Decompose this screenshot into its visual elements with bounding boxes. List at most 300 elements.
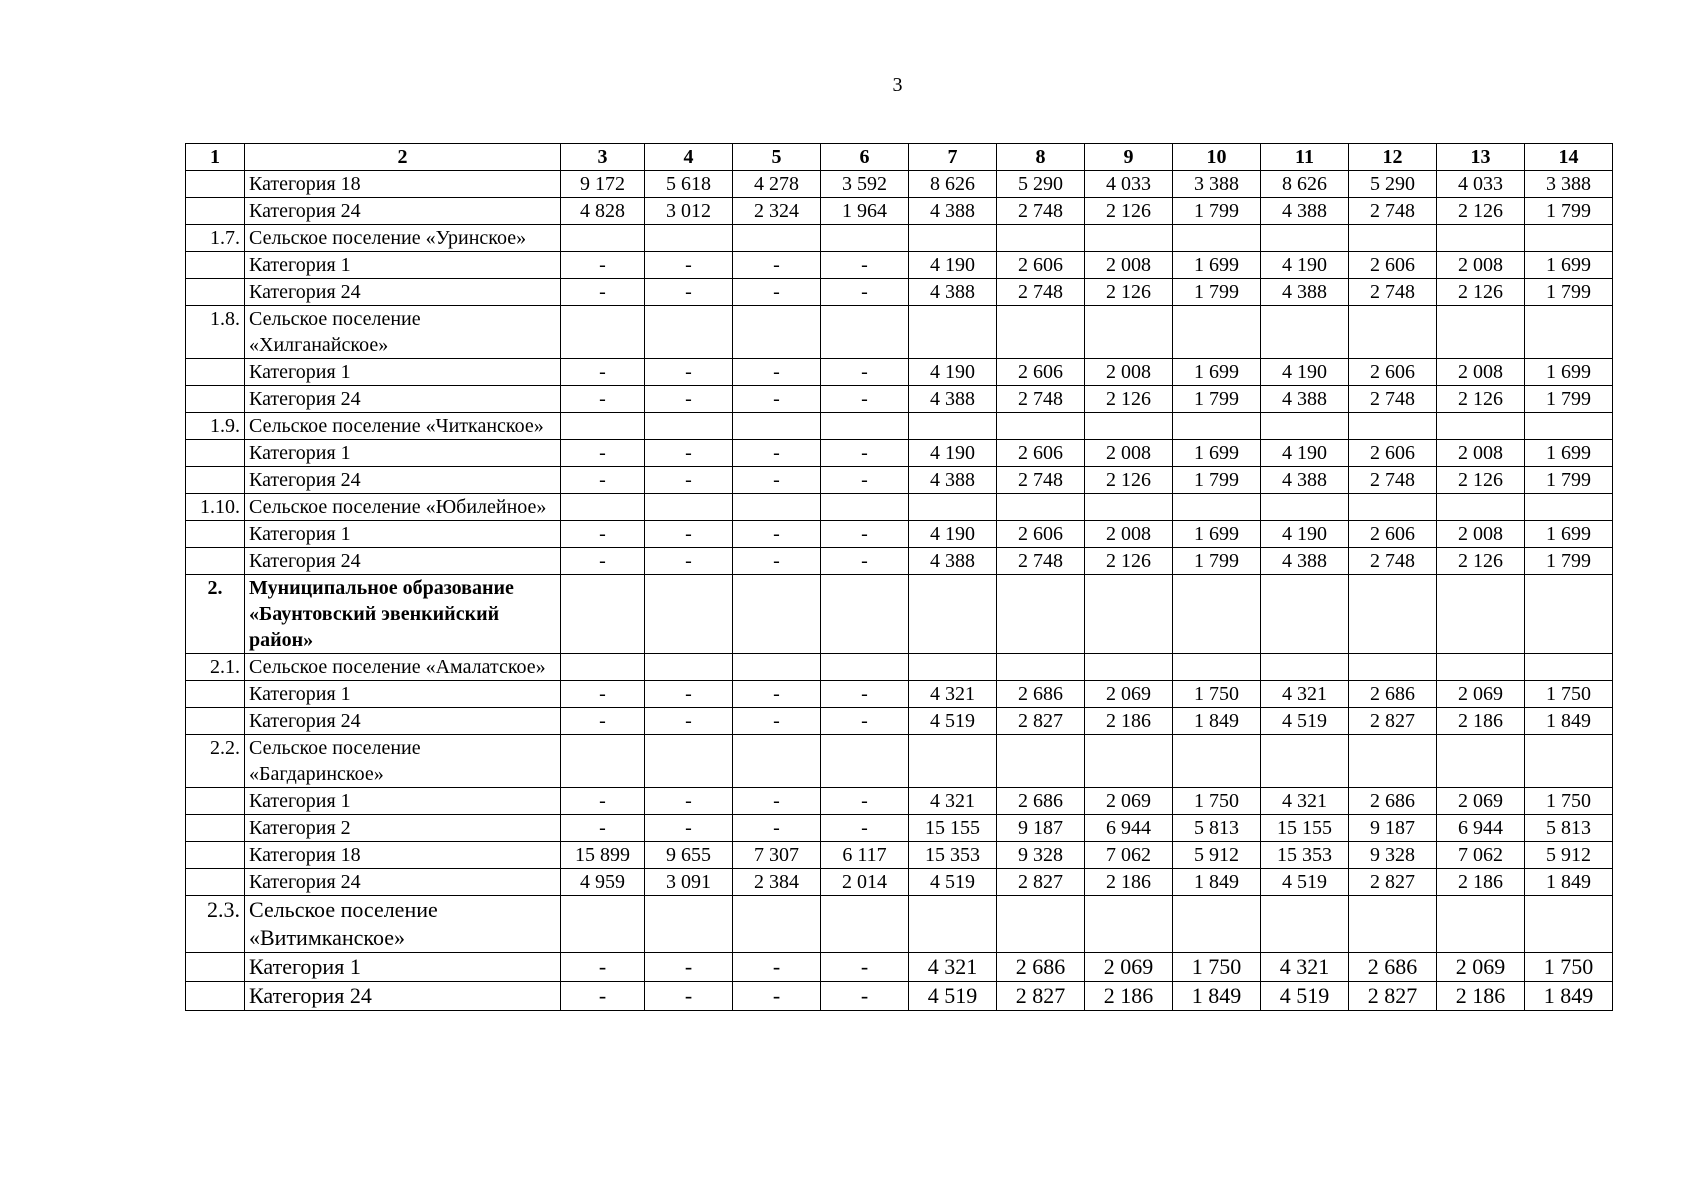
table-cell: 4 321 — [1261, 681, 1349, 708]
table-cell — [561, 494, 645, 521]
column-header: 1 — [186, 144, 245, 171]
table-cell: 4 190 — [909, 521, 997, 548]
table-cell — [561, 225, 645, 252]
table-cell: - — [561, 359, 645, 386]
table-cell — [1173, 896, 1261, 953]
table-row — [186, 171, 1613, 198]
table-cell — [1437, 896, 1525, 953]
table-cell — [645, 494, 733, 521]
table-cell: - — [821, 982, 909, 1011]
row-number — [186, 521, 245, 548]
table-cell — [821, 896, 909, 953]
column-header: 8 — [997, 144, 1085, 171]
table-cell: 4 519 — [1261, 982, 1349, 1011]
table-cell: - — [561, 708, 645, 735]
table-cell — [561, 413, 645, 440]
table-cell: 1 799 — [1173, 467, 1261, 494]
table-cell: - — [821, 279, 909, 306]
table-cell: 4 190 — [1261, 359, 1349, 386]
table-cell: 1 699 — [1525, 359, 1613, 386]
table-cell: 4 388 — [909, 467, 997, 494]
table-cell: 1 699 — [1173, 440, 1261, 467]
table-row — [186, 225, 1613, 252]
table-cell — [1525, 575, 1613, 654]
row-name: Сельское поселение «Юбилейное» — [245, 494, 561, 521]
table-cell: 2 126 — [1085, 279, 1173, 306]
table-cell — [821, 225, 909, 252]
table-cell: 2 748 — [997, 548, 1085, 575]
table-cell: 2 748 — [1349, 386, 1437, 413]
table-cell: 4 321 — [1261, 788, 1349, 815]
table-cell: 2 606 — [1349, 440, 1437, 467]
table-cell: 2 126 — [1437, 548, 1525, 575]
table-cell — [997, 494, 1085, 521]
table-cell: 4 388 — [1261, 386, 1349, 413]
row-name: Сельское поселение «Багдаринское» — [245, 735, 561, 788]
table-cell: - — [821, 708, 909, 735]
table-cell — [1525, 225, 1613, 252]
table-cell — [1437, 494, 1525, 521]
table-cell: 2 069 — [1437, 953, 1525, 982]
table-cell: - — [645, 252, 733, 279]
row-name: Категория 1 — [245, 953, 561, 982]
table-cell — [1349, 225, 1437, 252]
table-cell: - — [733, 440, 821, 467]
table-cell: 2 827 — [997, 708, 1085, 735]
table-row — [186, 467, 1613, 494]
table-row — [186, 842, 1613, 869]
table-cell: 2 008 — [1437, 252, 1525, 279]
table-cell — [909, 575, 997, 654]
table-row — [186, 198, 1613, 225]
table-cell: 2 748 — [997, 467, 1085, 494]
table-cell: 4 959 — [561, 869, 645, 896]
table-cell — [733, 306, 821, 359]
table-cell: - — [733, 708, 821, 735]
table-cell: 5 912 — [1525, 842, 1613, 869]
table-cell — [1437, 575, 1525, 654]
table-cell — [1085, 306, 1173, 359]
table-cell — [997, 735, 1085, 788]
table-body — [186, 171, 1613, 1011]
table-cell — [1173, 735, 1261, 788]
table-cell: - — [561, 521, 645, 548]
table-cell: 2 069 — [1437, 681, 1525, 708]
table-cell — [1085, 494, 1173, 521]
table-cell: 2 014 — [821, 869, 909, 896]
table-cell: - — [645, 708, 733, 735]
table-cell: 1 849 — [1525, 869, 1613, 896]
table-cell: 2 748 — [1349, 198, 1437, 225]
table-cell — [645, 896, 733, 953]
table-cell: - — [561, 953, 645, 982]
table-cell — [1261, 413, 1349, 440]
table-cell: 2 827 — [1349, 869, 1437, 896]
table-cell: 4 190 — [909, 252, 997, 279]
table-cell: 1 849 — [1173, 708, 1261, 735]
table-cell — [909, 494, 997, 521]
table-cell — [733, 225, 821, 252]
table-cell: - — [821, 681, 909, 708]
table-cell: 8 626 — [1261, 171, 1349, 198]
column-header: 12 — [1349, 144, 1437, 171]
table-cell — [1349, 896, 1437, 953]
table-cell — [645, 225, 733, 252]
table-cell: 1 849 — [1173, 982, 1261, 1011]
table-row — [186, 252, 1613, 279]
table-cell: - — [733, 359, 821, 386]
row-number: 2.3. — [186, 896, 245, 953]
table-cell: 3 091 — [645, 869, 733, 896]
row-number — [186, 982, 245, 1011]
row-name: Категория 24 — [245, 198, 561, 225]
row-name: Категория 1 — [245, 788, 561, 815]
row-name: Категория 24 — [245, 279, 561, 306]
table-cell: 1 849 — [1525, 708, 1613, 735]
table-cell: 2 008 — [1437, 440, 1525, 467]
table-cell: 1 750 — [1173, 788, 1261, 815]
table-cell: 2 606 — [1349, 521, 1437, 548]
table-cell — [1085, 896, 1173, 953]
table-cell — [1525, 896, 1613, 953]
table-cell: 4 190 — [1261, 440, 1349, 467]
table-cell: 4 388 — [1261, 548, 1349, 575]
table-cell: - — [561, 252, 645, 279]
table-cell: 2 186 — [1085, 869, 1173, 896]
table-cell — [997, 896, 1085, 953]
table-cell — [561, 735, 645, 788]
row-name: Сельское поселение «Амалатское» — [245, 654, 561, 681]
table-cell: 2 126 — [1085, 548, 1173, 575]
row-number: 1.10. — [186, 494, 245, 521]
table-cell: 9 172 — [561, 171, 645, 198]
row-number: 2. — [186, 575, 245, 654]
table-cell — [1261, 896, 1349, 953]
table-cell: 4 519 — [909, 708, 997, 735]
table-cell: - — [645, 982, 733, 1011]
table-cell: 2 069 — [1085, 788, 1173, 815]
table-cell: 6 944 — [1085, 815, 1173, 842]
table-cell — [1349, 494, 1437, 521]
table-cell: - — [645, 386, 733, 413]
table-cell: 1 699 — [1525, 252, 1613, 279]
row-name: Категория 1 — [245, 521, 561, 548]
table-cell: 7 062 — [1437, 842, 1525, 869]
table-cell: 2 186 — [1437, 708, 1525, 735]
table-cell — [997, 306, 1085, 359]
table-cell: - — [733, 386, 821, 413]
table-cell: - — [561, 982, 645, 1011]
table-cell: 4 033 — [1085, 171, 1173, 198]
row-name: Категория 24 — [245, 869, 561, 896]
table-cell: 1 799 — [1525, 279, 1613, 306]
table-cell: - — [733, 548, 821, 575]
row-number — [186, 279, 245, 306]
table-cell: 1 699 — [1525, 521, 1613, 548]
table-cell: 2 686 — [997, 788, 1085, 815]
table-cell — [1437, 225, 1525, 252]
table-cell — [1437, 413, 1525, 440]
table-cell: 7 307 — [733, 842, 821, 869]
table-cell: - — [561, 548, 645, 575]
table-row — [186, 681, 1613, 708]
row-number — [186, 440, 245, 467]
table-cell: 2 748 — [997, 198, 1085, 225]
table-row — [186, 521, 1613, 548]
table-cell: 2 606 — [997, 252, 1085, 279]
row-number — [186, 842, 245, 869]
column-header: 6 — [821, 144, 909, 171]
table-cell: 4 828 — [561, 198, 645, 225]
table-cell: 1 799 — [1173, 279, 1261, 306]
row-number — [186, 788, 245, 815]
table-cell: 8 626 — [909, 171, 997, 198]
column-header: 11 — [1261, 144, 1349, 171]
table-cell: 3 012 — [645, 198, 733, 225]
table-cell — [997, 413, 1085, 440]
table-cell: 4 519 — [909, 982, 997, 1011]
table-cell — [909, 654, 997, 681]
row-number: 2.2. — [186, 735, 245, 788]
table-cell — [1437, 306, 1525, 359]
table-cell: 1 799 — [1173, 386, 1261, 413]
table-cell: 4 190 — [1261, 252, 1349, 279]
table-cell: - — [561, 788, 645, 815]
tariff-table — [185, 143, 1613, 1011]
table-cell: 2 008 — [1437, 359, 1525, 386]
table-cell: 4 321 — [909, 681, 997, 708]
table-cell — [821, 413, 909, 440]
table-cell: - — [645, 681, 733, 708]
table-cell — [1349, 735, 1437, 788]
table-cell — [1525, 735, 1613, 788]
column-header: 2 — [245, 144, 561, 171]
row-number: 1.9. — [186, 413, 245, 440]
table-cell: 1 750 — [1525, 953, 1613, 982]
table-cell: 1 799 — [1525, 198, 1613, 225]
table-cell: 5 290 — [997, 171, 1085, 198]
table-row — [186, 654, 1613, 681]
table-cell — [1085, 225, 1173, 252]
table-cell: 4 033 — [1437, 171, 1525, 198]
table-cell — [645, 575, 733, 654]
table-cell: - — [645, 788, 733, 815]
row-name: Категория 18 — [245, 842, 561, 869]
row-number — [186, 171, 245, 198]
row-name: Категория 24 — [245, 386, 561, 413]
table-cell: 9 187 — [1349, 815, 1437, 842]
column-header: 9 — [1085, 144, 1173, 171]
row-number: 1.8. — [186, 306, 245, 359]
table-cell: 2 186 — [1437, 869, 1525, 896]
table-cell: - — [821, 359, 909, 386]
table-cell: - — [733, 982, 821, 1011]
row-number — [186, 467, 245, 494]
table-cell: 6 117 — [821, 842, 909, 869]
table-cell: 1 849 — [1525, 982, 1613, 1011]
table-cell — [821, 575, 909, 654]
table-cell: 2 606 — [997, 521, 1085, 548]
row-number: 1.7. — [186, 225, 245, 252]
table-cell: 4 388 — [1261, 198, 1349, 225]
row-number: 2.1. — [186, 654, 245, 681]
table-cell: - — [645, 521, 733, 548]
table-cell: 4 321 — [909, 788, 997, 815]
table-cell — [909, 413, 997, 440]
row-name: Категория 1 — [245, 359, 561, 386]
table-cell: 9 187 — [997, 815, 1085, 842]
table-cell: 6 944 — [1437, 815, 1525, 842]
table-cell: 15 899 — [561, 842, 645, 869]
table-cell: 2 748 — [1349, 279, 1437, 306]
row-number — [186, 815, 245, 842]
table-cell: - — [821, 953, 909, 982]
table-row — [186, 279, 1613, 306]
table-cell: 2 827 — [1349, 982, 1437, 1011]
table-cell — [1261, 306, 1349, 359]
table-cell: 7 062 — [1085, 842, 1173, 869]
table-cell — [821, 494, 909, 521]
table-cell: - — [821, 788, 909, 815]
table-cell — [821, 654, 909, 681]
row-name: Категория 24 — [245, 467, 561, 494]
table-row — [186, 708, 1613, 735]
table-cell: - — [561, 467, 645, 494]
row-number — [186, 252, 245, 279]
table-row — [186, 869, 1613, 896]
table-row — [186, 548, 1613, 575]
table-cell — [733, 735, 821, 788]
row-name: Сельское поселение «Витимканское» — [245, 896, 561, 953]
column-header: 10 — [1173, 144, 1261, 171]
table-cell: - — [561, 815, 645, 842]
table-cell: 2 186 — [1085, 982, 1173, 1011]
table-cell: 1 699 — [1173, 252, 1261, 279]
table-cell: - — [561, 681, 645, 708]
table-cell — [561, 654, 645, 681]
row-name: Категория 1 — [245, 681, 561, 708]
table-cell: 2 069 — [1437, 788, 1525, 815]
table-cell — [561, 575, 645, 654]
table-cell: 5 813 — [1525, 815, 1613, 842]
table-cell — [1525, 494, 1613, 521]
table-cell: 2 827 — [997, 982, 1085, 1011]
row-name: Сельское поселение «Хилганайское» — [245, 306, 561, 359]
row-name: Категория 1 — [245, 252, 561, 279]
column-header: 14 — [1525, 144, 1613, 171]
table-cell: 1 799 — [1173, 198, 1261, 225]
table-cell: 2 126 — [1437, 467, 1525, 494]
table-cell: 2 748 — [1349, 548, 1437, 575]
table-cell: 2 748 — [997, 386, 1085, 413]
table-cell: - — [561, 440, 645, 467]
table-cell: 15 155 — [1261, 815, 1349, 842]
table-cell: 2 008 — [1085, 440, 1173, 467]
table-cell — [1349, 413, 1437, 440]
table-cell: 5 618 — [645, 171, 733, 198]
table-cell: - — [561, 386, 645, 413]
table-cell — [733, 413, 821, 440]
table-cell: 2 686 — [1349, 681, 1437, 708]
table-cell: 4 388 — [1261, 279, 1349, 306]
row-name: Категория 2 — [245, 815, 561, 842]
table-cell: 1 699 — [1525, 440, 1613, 467]
table-cell: 5 912 — [1173, 842, 1261, 869]
table-cell — [1349, 654, 1437, 681]
table-cell: 4 519 — [909, 869, 997, 896]
row-number — [186, 869, 245, 896]
table-cell — [909, 306, 997, 359]
row-name: Категория 18 — [245, 171, 561, 198]
table-cell: 2 186 — [1085, 708, 1173, 735]
table-cell — [1173, 225, 1261, 252]
table-row — [186, 575, 1613, 654]
table-cell: 2 686 — [1349, 953, 1437, 982]
row-name: Муниципальное образование «Баунтовский эвенкийский район» — [245, 575, 561, 654]
table-cell: 9 655 — [645, 842, 733, 869]
table-cell — [1525, 654, 1613, 681]
table-cell: - — [645, 279, 733, 306]
table-cell: 4 321 — [909, 953, 997, 982]
table-cell — [733, 575, 821, 654]
table-cell: - — [821, 815, 909, 842]
table-cell: 5 290 — [1349, 171, 1437, 198]
table-cell — [645, 654, 733, 681]
table-row — [186, 494, 1613, 521]
table-row — [186, 896, 1613, 953]
table-cell: 4 190 — [909, 359, 997, 386]
table-cell — [1261, 735, 1349, 788]
table-cell — [561, 306, 645, 359]
table-cell — [1173, 413, 1261, 440]
row-number — [186, 708, 245, 735]
row-number — [186, 953, 245, 982]
table-cell — [997, 225, 1085, 252]
table-cell — [1085, 735, 1173, 788]
table-cell: 4 388 — [1261, 467, 1349, 494]
table-cell: - — [733, 953, 821, 982]
table-cell: 2 008 — [1085, 252, 1173, 279]
table-cell: 1 699 — [1173, 359, 1261, 386]
table-cell — [1173, 306, 1261, 359]
table-cell: 2 748 — [1349, 467, 1437, 494]
table-cell — [1173, 654, 1261, 681]
table-cell: 1 750 — [1173, 681, 1261, 708]
table-cell — [821, 306, 909, 359]
table-cell: 3 388 — [1525, 171, 1613, 198]
table-row — [186, 815, 1613, 842]
table-cell: - — [645, 440, 733, 467]
table-cell: 3 592 — [821, 171, 909, 198]
table-cell — [645, 413, 733, 440]
table-cell: 2 606 — [997, 359, 1085, 386]
column-header: 4 — [645, 144, 733, 171]
table-cell: 3 388 — [1173, 171, 1261, 198]
table-cell: - — [733, 252, 821, 279]
table-cell: - — [645, 953, 733, 982]
table-cell: 2 748 — [997, 279, 1085, 306]
table-cell: - — [821, 386, 909, 413]
table-cell — [1085, 654, 1173, 681]
table-cell: 4 388 — [909, 198, 997, 225]
table-cell: 1 799 — [1173, 548, 1261, 575]
table-cell: 4 388 — [909, 386, 997, 413]
row-name: Категория 1 — [245, 440, 561, 467]
table-cell — [1173, 575, 1261, 654]
table-cell: - — [733, 815, 821, 842]
table-cell: 2 606 — [1349, 252, 1437, 279]
column-header: 5 — [733, 144, 821, 171]
